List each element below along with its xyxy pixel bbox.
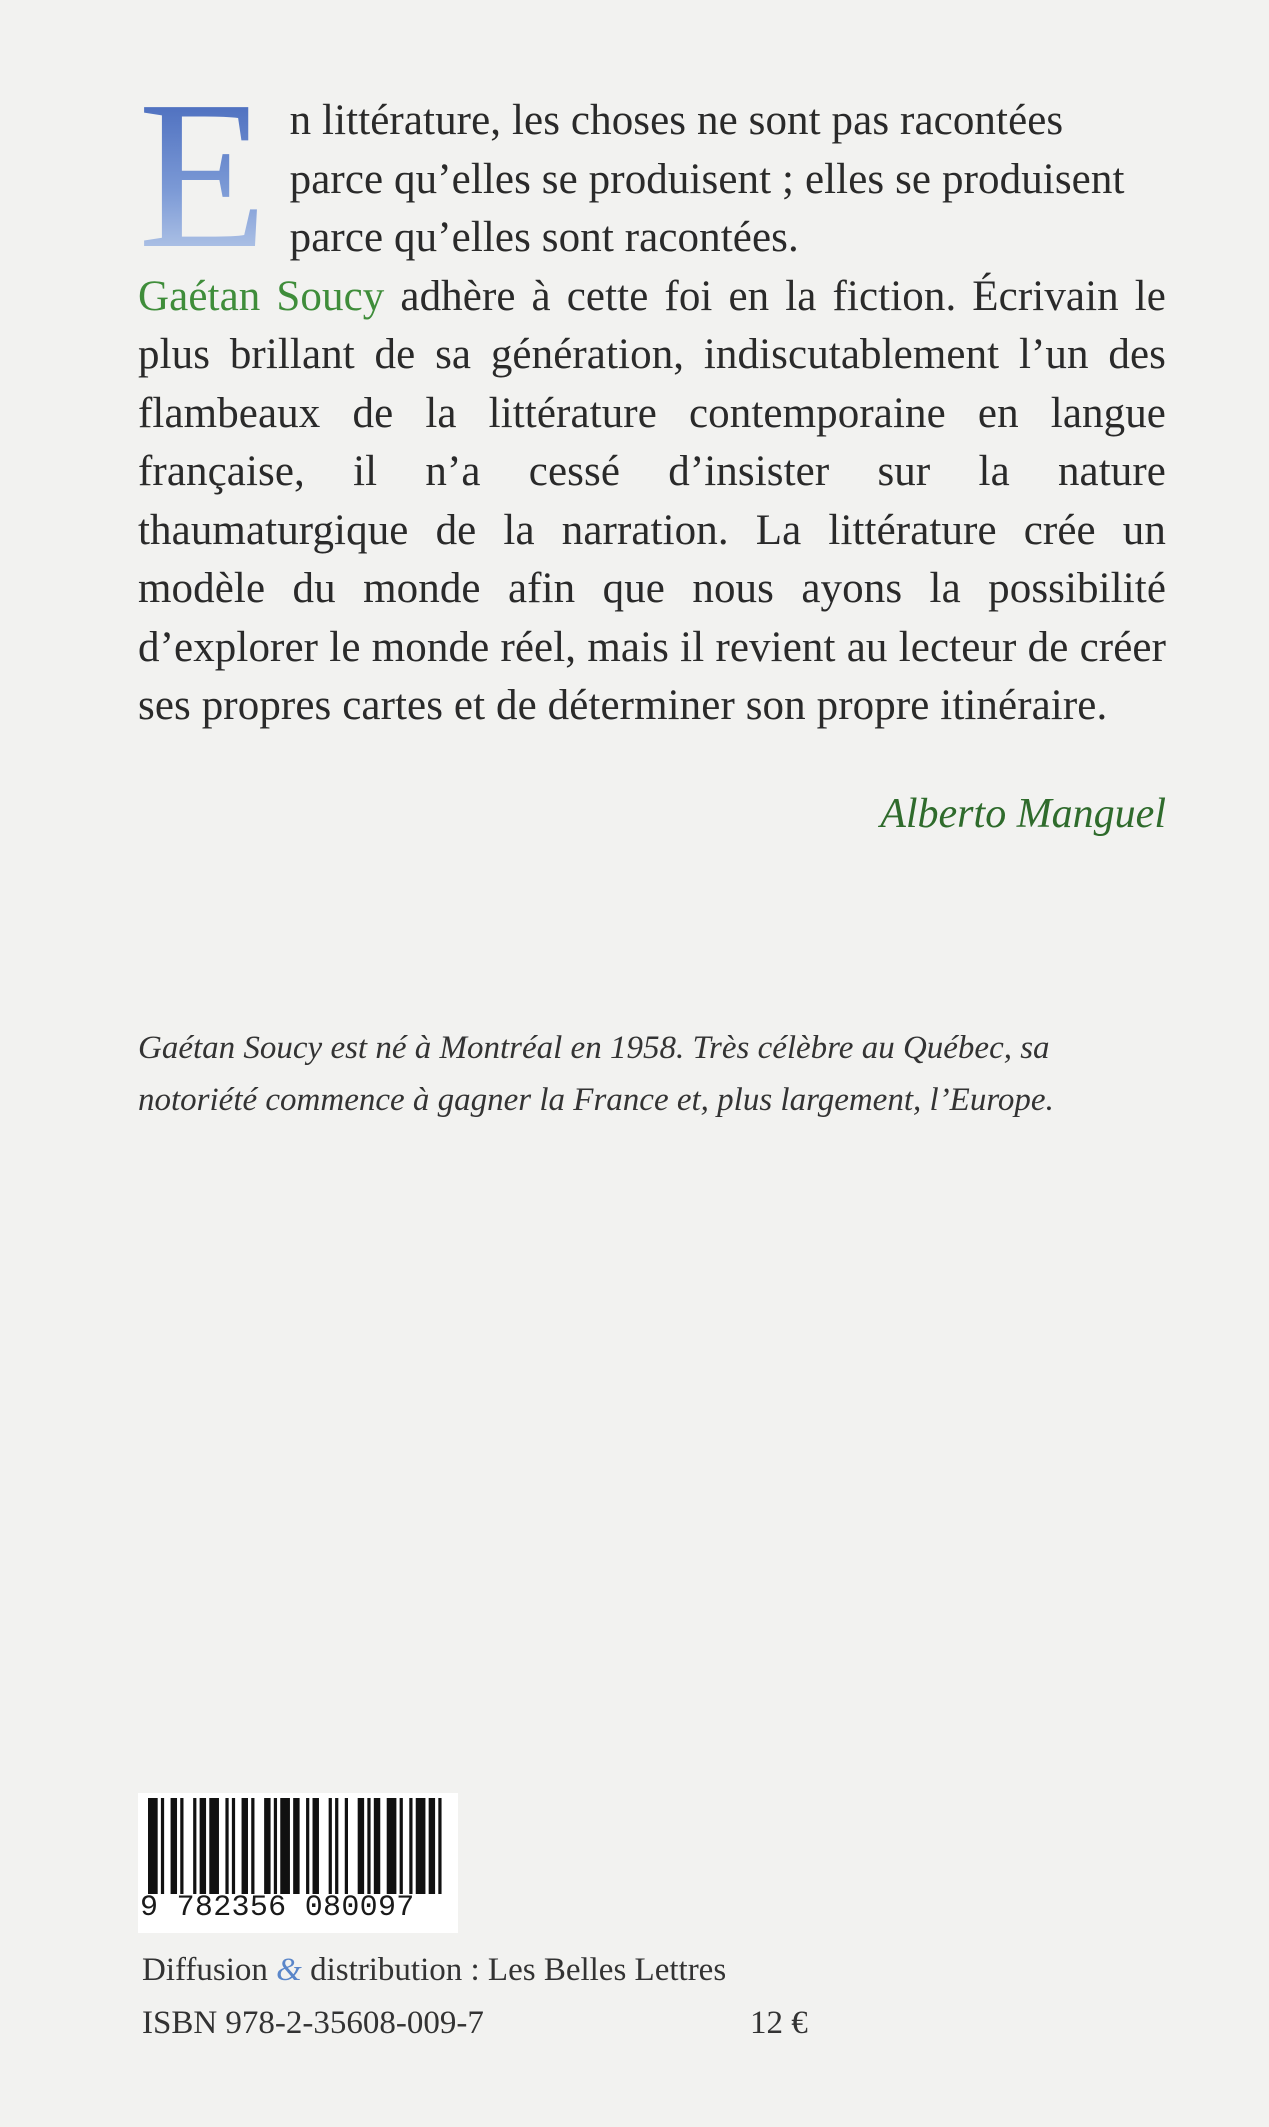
- barcode-bar: [193, 1798, 196, 1894]
- isbn-label: ISBN 978-2-35608-009-7: [142, 2005, 484, 2041]
- quote-block: [138, 57, 1166, 736]
- barcode-bar: [329, 1798, 332, 1894]
- barcode-bar: [148, 1798, 158, 1894]
- distribution-text-after: distribution : Les Belles Lettres: [301, 1952, 727, 1988]
- barcode-bar: [367, 1798, 370, 1894]
- barcode-bar: [251, 1798, 254, 1894]
- barcode-digits: 9 782356 080097: [140, 1891, 415, 1925]
- quote-line-1: n littérature, les choses ne sont pas racontées: [289, 97, 1064, 144]
- barcode-bar: [416, 1798, 426, 1894]
- barcode-bar: [374, 1798, 380, 1894]
- quote-line-2: parce qu’elles se produisent ; elles se produisent: [289, 155, 1125, 203]
- barcode-bar: [232, 1798, 235, 1894]
- barcode-bar: [209, 1798, 219, 1894]
- barcode-bar: [161, 1798, 164, 1894]
- barcode-bar: [400, 1798, 403, 1894]
- distribution-text-before: Diffusion: [142, 1952, 277, 1988]
- barcode-bar: [280, 1798, 290, 1894]
- barcode: [138, 1793, 458, 1933]
- barcode-bar: [171, 1798, 177, 1894]
- dropcap-letter: E: [138, 57, 268, 292]
- barcode-bar: [242, 1798, 248, 1894]
- barcode-bar: [438, 1798, 441, 1894]
- quote-opening: [138, 57, 1166, 292]
- quote-body: [138, 268, 1166, 736]
- barcode-bar: [225, 1798, 228, 1894]
- barcode-bar: [313, 1798, 319, 1894]
- barcode-bar: [180, 1798, 183, 1894]
- quote-body-text: adhère à cette foi en la fiction. Écrivain le plus brillant de sa génération, indiscutablement l’un des flambeaux de la littérature contemporaine en langue française, il n’a cessé d’insister sur la nature thaumaturgique de la narration. La littérature crée un modèle du monde afin que nous ayons la possibilité d’explorer le monde réel, mais il revient au lecteur de créer ses propres cartes et de déterminer son propre itinéraire.: [138, 272, 1166, 729]
- ampersand-glyph: &: [276, 1952, 302, 1988]
- barcode-bar: [335, 1798, 338, 1894]
- barcode-bars: [148, 1798, 448, 1894]
- barcode-bar: [264, 1798, 270, 1894]
- barcode-bar: [200, 1798, 206, 1894]
- distribution-line: [142, 1952, 726, 1989]
- barcode-bar: [345, 1798, 348, 1894]
- barcode-bar: [387, 1798, 397, 1894]
- quote-signature: Alberto Manguel: [880, 791, 1166, 837]
- price-label: 12 €: [750, 2005, 808, 2041]
- barcode-bar: [429, 1798, 435, 1894]
- author-name: Gaétan Soucy: [138, 272, 385, 320]
- author-bio: Gaétan Soucy est né à Montréal en 1958. Très célèbre au Québec, sa notoriété commence à gagner la France et, plus largement, l’Europe.: [138, 1030, 1054, 1118]
- quote-line-3: parce qu’elles sont racontées.: [289, 214, 799, 261]
- barcode-bar: [274, 1798, 277, 1894]
- barcode-bar: [293, 1798, 299, 1894]
- barcode-bar: [306, 1798, 309, 1894]
- barcode-bar: [409, 1798, 412, 1894]
- barcode-bar: [358, 1798, 364, 1894]
